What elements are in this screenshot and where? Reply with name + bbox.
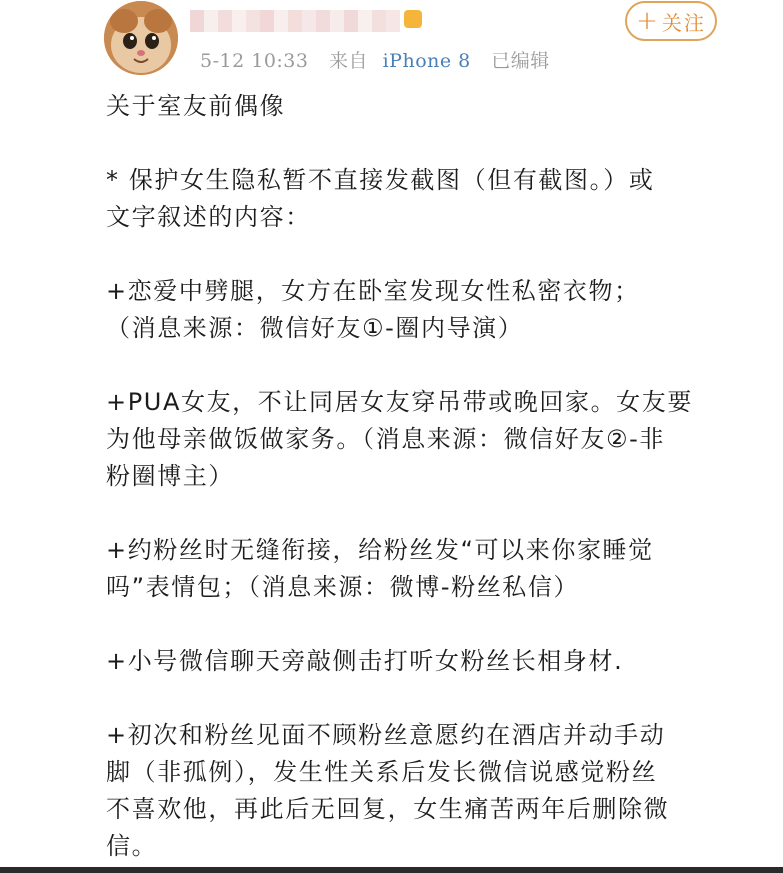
paragraph-gap [106,606,746,643]
content-line: 为他母亲做饭做家务。（消息来源：微信好友②-非 [106,425,665,453]
avatar[interactable] [104,1,178,75]
username-blurred[interactable] [190,8,400,34]
content-line: 文字叙述的内容： [106,203,311,231]
blur-block [288,10,302,32]
blur-block [330,10,344,32]
post-time: 5-12 10:33 [200,50,309,72]
content-line: 关于室友前偶像 [106,92,286,120]
vip-badge-icon [404,10,422,28]
content-line: +小号微信聊天旁敲侧击打听女粉丝长相身材. [106,647,624,675]
content-line: +约粉丝时无缝衔接，给粉丝发“可以来你家睡觉 [106,536,654,564]
content-line: 不喜欢他，再此后无回复，女生痛苦两年后删除微 [106,795,670,823]
blur-block [190,10,204,32]
blur-block [316,10,330,32]
content-line: +PUA女友，不让同居女友穿吊带或晚回家。女友要 [106,388,693,416]
blur-block [358,10,372,32]
blur-block [232,10,246,32]
paragraph-gap [106,236,746,273]
blur-block [204,10,218,32]
content-line: （消息来源：微信好友①-圈内导演） [106,314,524,342]
paragraph-gap [106,347,746,384]
blur-block [274,10,288,32]
paragraph-gap [106,680,746,717]
blur-block [218,10,232,32]
follow-button[interactable] [625,1,717,41]
content-line: 粉圈博主） [106,462,234,490]
post-content [106,88,746,865]
edited-label: 已编辑 [491,50,550,72]
content-line: +恋爱中劈腿，女方在卧室发现女性私密衣物； [106,277,640,305]
post-device-link[interactable]: iPhone 8 [382,50,471,72]
paragraph-gap [106,125,746,162]
content-line: * 保护女生隐私暂不直接发截图（但有截图。）或 [106,166,655,194]
blur-block [260,10,274,32]
blur-block [386,10,400,32]
bottom-edge-bar [0,867,783,873]
blur-block [372,10,386,32]
paragraph-gap [106,495,746,532]
content-line: 信。 [106,832,158,860]
blur-block [302,10,316,32]
content-line: +初次和粉丝见面不顾粉丝意愿约在酒店并动手动 [106,721,666,749]
follow-label: 关注 [661,10,706,35]
blur-block [344,10,358,32]
post-source-label: 来自 [329,50,369,72]
content-line: 脚（非孤例），发生性关系后发长微信说感觉粉丝 [106,758,658,786]
plus-icon: + [636,6,660,36]
content-line: 吗”表情包；（消息来源：微博-粉丝私信） [106,573,580,601]
post-meta [200,46,550,73]
blur-block [246,10,260,32]
cat-avatar-icon [104,1,178,75]
